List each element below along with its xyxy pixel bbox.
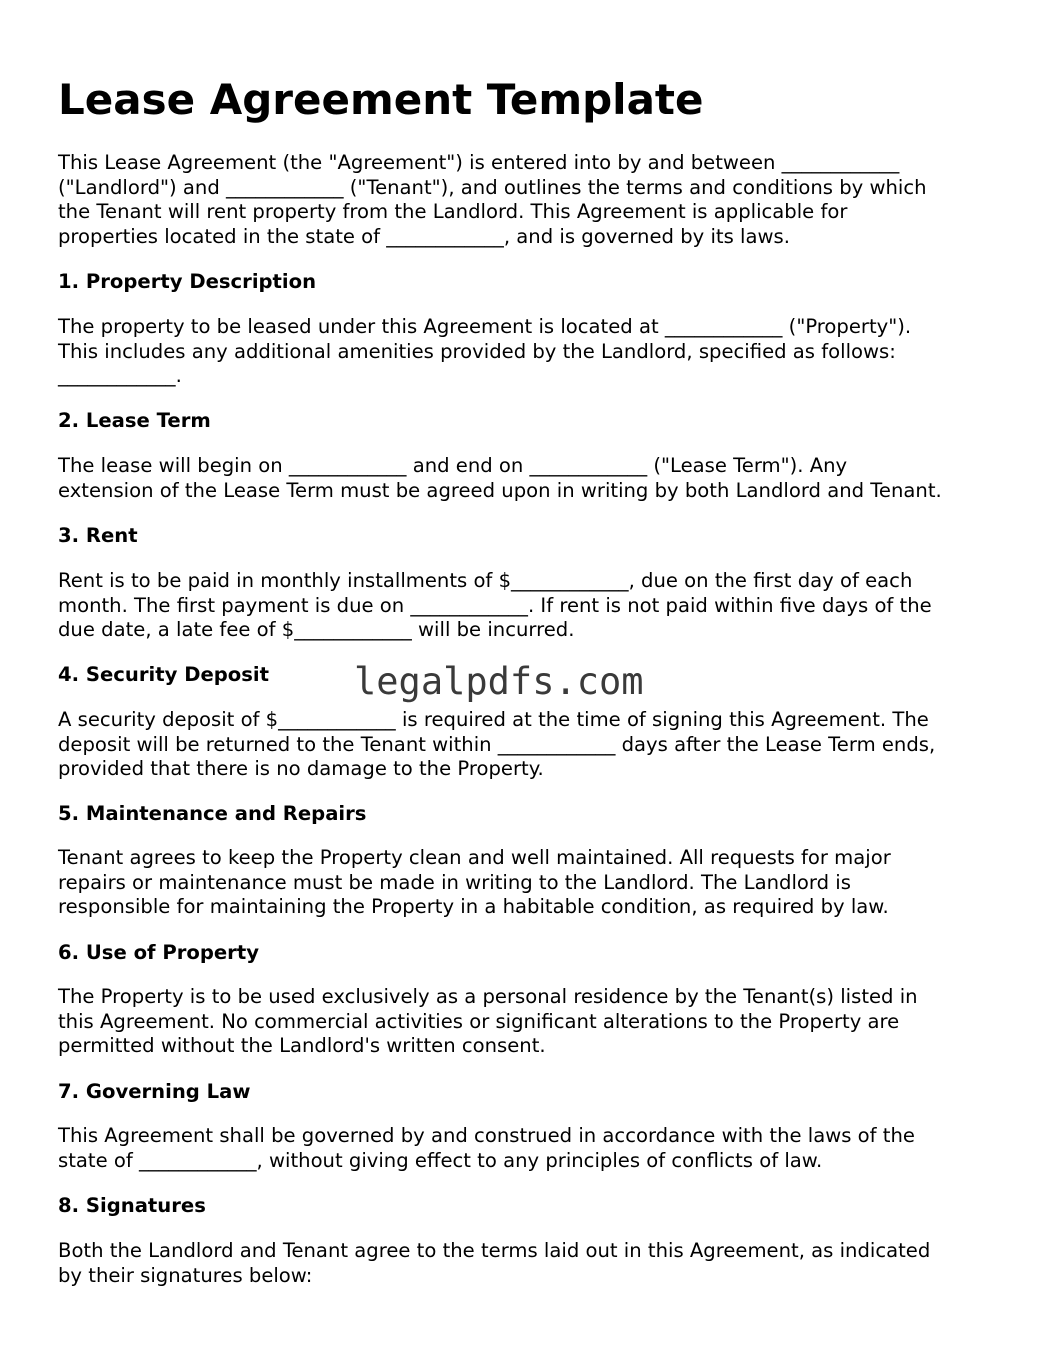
section-heading-lease-term: 2. Lease Term <box>58 409 211 432</box>
body-line: ____________. <box>58 364 182 388</box>
watermark: legalpdfs.com <box>354 660 644 703</box>
section-body-governing-law <box>58 1124 915 1173</box>
section-heading-security-deposit: 4. Security Deposit <box>58 663 269 686</box>
document-title: Lease Agreement Template <box>58 75 704 124</box>
section-body-security-deposit <box>58 708 935 782</box>
body-line: Rent is to be paid in monthly installments of $____________, due on the first day of each <box>58 569 913 592</box>
section-body-maintenance <box>58 846 891 920</box>
body-line: repairs or maintenance must be made in writing to the Landlord. The Landlord is <box>58 870 851 894</box>
section-body-property-description <box>58 315 911 389</box>
body-line: The Property is to be used exclusively as a personal residence by the Tenant(s) listed in <box>58 985 918 1008</box>
body-line: Both the Landlord and Tenant agree to the terms laid out in this Agreement, as indicated <box>58 1239 931 1262</box>
section-heading-governing-law: 7. Governing Law <box>58 1080 251 1103</box>
body-line: The property to be leased under this Agreement is located at ____________ ("Property"). <box>58 315 912 338</box>
intro-line: properties located in the state of ____________, and is governed by its laws. <box>58 225 790 249</box>
body-line: month. The first payment is due on ____________. If rent is not paid within five days of the <box>58 593 932 617</box>
body-line: by their signatures below: <box>58 1263 313 1287</box>
section-body-signatures <box>58 1239 930 1288</box>
intro-line: This Lease Agreement (the "Agreement") is entered into by and between ____________ <box>58 151 900 174</box>
section-heading-maintenance: 5. Maintenance and Repairs <box>58 802 367 825</box>
section-heading-rent: 3. Rent <box>58 524 138 547</box>
body-line: permitted without the Landlord's written consent. <box>58 1034 546 1058</box>
body-line: This includes any additional amenities provided by the Landlord, specified as follows: <box>58 339 896 363</box>
section-heading-property-description: 1. Property Description <box>58 270 317 293</box>
body-line: This Agreement shall be governed by and construed in accordance with the laws of the <box>58 1124 915 1147</box>
section-heading-use-of-property: 6. Use of Property <box>58 941 259 964</box>
body-line: this Agreement. No commercial activities or significant alterations to the Property are <box>58 1009 900 1033</box>
body-line: extension of the Lease Term must be agreed upon in writing by both Landlord and Tenant. <box>58 478 942 502</box>
body-line: Tenant agrees to keep the Property clean and well maintained. All requests for major <box>58 846 891 869</box>
intro-line: ("Landlord") and ____________ ("Tenant"), and outlines the terms and conditions by which <box>58 175 927 199</box>
body-line: provided that there is no damage to the Property. <box>58 757 544 781</box>
section-heading-signatures: 8. Signatures <box>58 1194 206 1217</box>
body-line: deposit will be returned to the Tenant within ____________ days after the Lease Term ends, <box>58 732 936 756</box>
body-line: A security deposit of $____________ is required at the time of signing this Agreement. The <box>58 708 929 731</box>
body-line: due date, a late fee of $____________ will be incurred. <box>58 618 575 642</box>
section-body-lease-term <box>58 454 942 503</box>
body-line: state of ____________, without giving effect to any principles of conflicts of law. <box>58 1148 823 1172</box>
intro-paragraph <box>58 151 927 250</box>
body-line: responsible for maintaining the Property in a habitable condition, as required by law. <box>58 895 889 919</box>
body-line: The lease will begin on ____________ and end on ____________ ("Lease Term"). Any <box>58 454 848 477</box>
section-body-rent <box>58 569 932 643</box>
intro-line: the Tenant will rent property from the Landlord. This Agreement is applicable for <box>58 200 848 224</box>
section-body-use-of-property <box>58 985 918 1059</box>
